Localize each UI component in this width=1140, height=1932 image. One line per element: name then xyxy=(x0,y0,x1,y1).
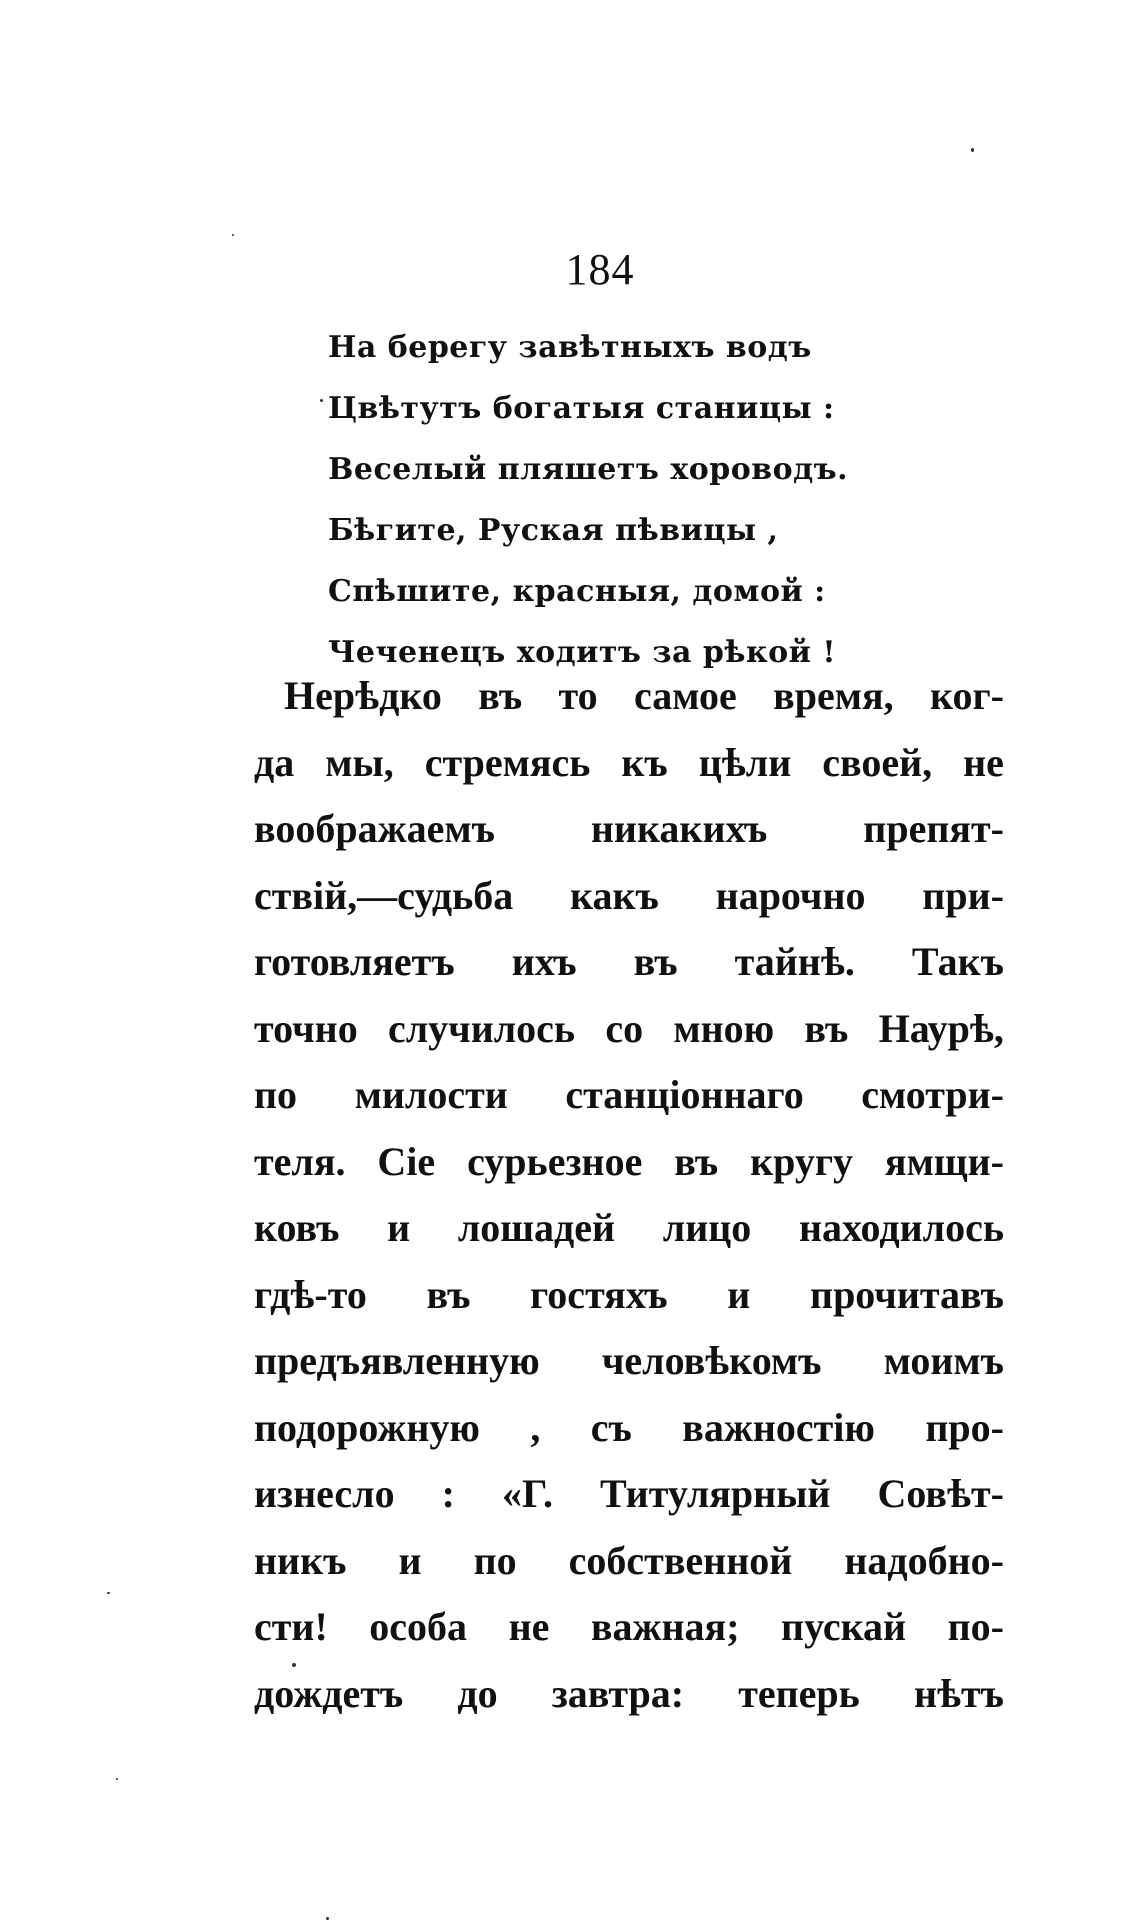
prose-word: въ xyxy=(478,673,523,718)
prose-line xyxy=(254,1661,1004,1728)
prose-word: теперь xyxy=(738,1670,860,1716)
prose-word: Такъ xyxy=(911,939,1004,984)
prose-word: цѣли xyxy=(698,739,792,785)
prose-word: то xyxy=(558,673,598,718)
prose-word: : xyxy=(441,1471,455,1516)
scan-speck xyxy=(320,399,323,402)
prose-word: стремясь xyxy=(424,739,591,785)
prose-word: сти! xyxy=(254,1604,328,1649)
prose-word: Титулярный xyxy=(599,1471,831,1516)
prose-word: моимъ xyxy=(883,1338,1004,1383)
prose-line xyxy=(254,929,1004,996)
verse-line: Чеченецъ ходитъ за рѣкой ! xyxy=(328,635,837,670)
prose-word: «Г. xyxy=(502,1471,553,1516)
prose-word: сурьезное xyxy=(467,1138,643,1184)
verse-line: Веселый пляшетъ хороводъ. xyxy=(328,452,849,487)
prose-word: пускай xyxy=(781,1604,907,1649)
prose-word: препят- xyxy=(863,806,1004,851)
prose-word: надобно- xyxy=(844,1537,1004,1583)
prose-word: воображаемъ xyxy=(254,806,495,851)
prose-line xyxy=(254,1594,1004,1661)
prose-word: до xyxy=(457,1670,498,1716)
prose-word: съ xyxy=(590,1404,632,1450)
prose-word: кругу xyxy=(750,1138,854,1184)
prose-word: гдѣ-то xyxy=(254,1271,367,1317)
prose-word: и xyxy=(727,1271,751,1317)
prose-line xyxy=(254,1395,1004,1462)
verse-line: Спѣшите, красныя, домой : xyxy=(328,574,826,609)
prose-line xyxy=(254,1528,1004,1595)
prose-word: тайнѣ. xyxy=(734,939,855,984)
prose-line xyxy=(254,730,1004,797)
scan-speck xyxy=(326,1917,329,1920)
verse-line: Бѣгите, Руская пѣвицы , xyxy=(328,513,779,548)
prose-word: по xyxy=(473,1537,517,1583)
prose-word: Совѣт- xyxy=(877,1471,1004,1516)
prose-word: ихъ xyxy=(511,939,577,984)
prose-word: нарочно xyxy=(715,872,866,918)
prose-line xyxy=(254,996,1004,1063)
prose-word: теля. xyxy=(254,1138,346,1184)
prose-word: по- xyxy=(947,1604,1004,1649)
prose-line xyxy=(254,663,1004,730)
scan-speck xyxy=(116,1778,118,1780)
prose-line xyxy=(254,1195,1004,1262)
page-number: 184 xyxy=(565,245,635,294)
scan-speck xyxy=(292,1663,296,1667)
prose-word: мы, xyxy=(325,739,394,785)
prose-line xyxy=(254,1129,1004,1196)
prose-word: станціоннаго xyxy=(565,1072,804,1117)
prose-word: собственной xyxy=(568,1537,793,1583)
prose-word: нѣтъ xyxy=(913,1670,1004,1716)
prose-word: особа xyxy=(369,1604,468,1649)
prose-word: самое xyxy=(634,673,737,718)
prose-word: никакихъ xyxy=(590,806,768,851)
prose-word: время, xyxy=(773,673,894,718)
prose-word: да xyxy=(254,739,295,785)
prose-word: какъ xyxy=(570,872,659,918)
prose-word: мною xyxy=(673,1005,775,1051)
prose-word: про- xyxy=(925,1404,1004,1450)
prose-word: никъ xyxy=(254,1537,347,1583)
prose-line xyxy=(254,1062,1004,1129)
prose-line xyxy=(254,1262,1004,1329)
prose-word: въ xyxy=(426,1271,471,1317)
prose-word: дождетъ xyxy=(254,1670,404,1716)
prose-word: прочитавъ xyxy=(810,1271,1004,1317)
prose-word: точно xyxy=(254,1005,358,1051)
prose-word: при- xyxy=(922,872,1004,918)
prose-word: въ xyxy=(633,939,678,984)
prose-word: важностію xyxy=(682,1404,875,1450)
prose-word: случилось xyxy=(387,1005,576,1051)
prose-word: ковъ xyxy=(254,1205,340,1250)
prose-word: предъявленную xyxy=(254,1338,540,1383)
scan-speck xyxy=(107,1592,110,1594)
prose-word: ямщи- xyxy=(884,1138,1004,1184)
prose-word: готовляетъ xyxy=(254,939,455,984)
verse-line: На берегу завѣтныхъ водъ xyxy=(328,330,812,365)
prose-word: и xyxy=(398,1537,422,1583)
prose-word: человѣкомъ xyxy=(601,1338,822,1383)
prose-line xyxy=(254,796,1004,863)
prose-word: завтра: xyxy=(551,1670,685,1716)
prose-word: по xyxy=(254,1072,298,1117)
prose-word: не xyxy=(963,739,1004,785)
prose-word: не xyxy=(508,1604,550,1649)
prose-word: подорожную xyxy=(254,1404,480,1450)
prose-word: важная; xyxy=(590,1604,740,1649)
prose-word: въ xyxy=(674,1138,719,1184)
prose-word: Сіе xyxy=(377,1138,436,1184)
prose-word: , xyxy=(530,1404,541,1450)
prose-word: лошадей xyxy=(457,1205,616,1250)
prose-word: лицо xyxy=(662,1205,752,1250)
prose-word: изнесло xyxy=(254,1471,395,1516)
verse-line: Цвѣтутъ богатыя станицы : xyxy=(328,391,835,426)
prose-word: милости xyxy=(354,1072,508,1117)
prose-word: гостяхъ xyxy=(530,1271,668,1317)
prose-word: ког- xyxy=(929,673,1004,718)
prose-line xyxy=(254,863,1004,930)
prose-paragraph xyxy=(254,663,1004,1727)
scan-speck xyxy=(971,148,974,152)
prose-word: своей, xyxy=(822,739,933,785)
prose-word: смотри- xyxy=(861,1072,1004,1117)
prose-line xyxy=(254,1461,1004,1528)
prose-word: ствій,—судьба xyxy=(254,872,514,918)
prose-word: Нерѣдко xyxy=(284,673,442,718)
prose-word: Наурѣ, xyxy=(878,1005,1004,1051)
prose-word: со xyxy=(605,1005,644,1051)
verse-stanza xyxy=(328,317,848,683)
prose-word: находилось xyxy=(798,1205,1004,1250)
prose-word: и xyxy=(387,1205,411,1250)
scan-speck xyxy=(232,234,234,236)
prose-word: къ xyxy=(621,739,668,785)
prose-line xyxy=(254,1328,1004,1395)
prose-word: въ xyxy=(804,1005,849,1051)
